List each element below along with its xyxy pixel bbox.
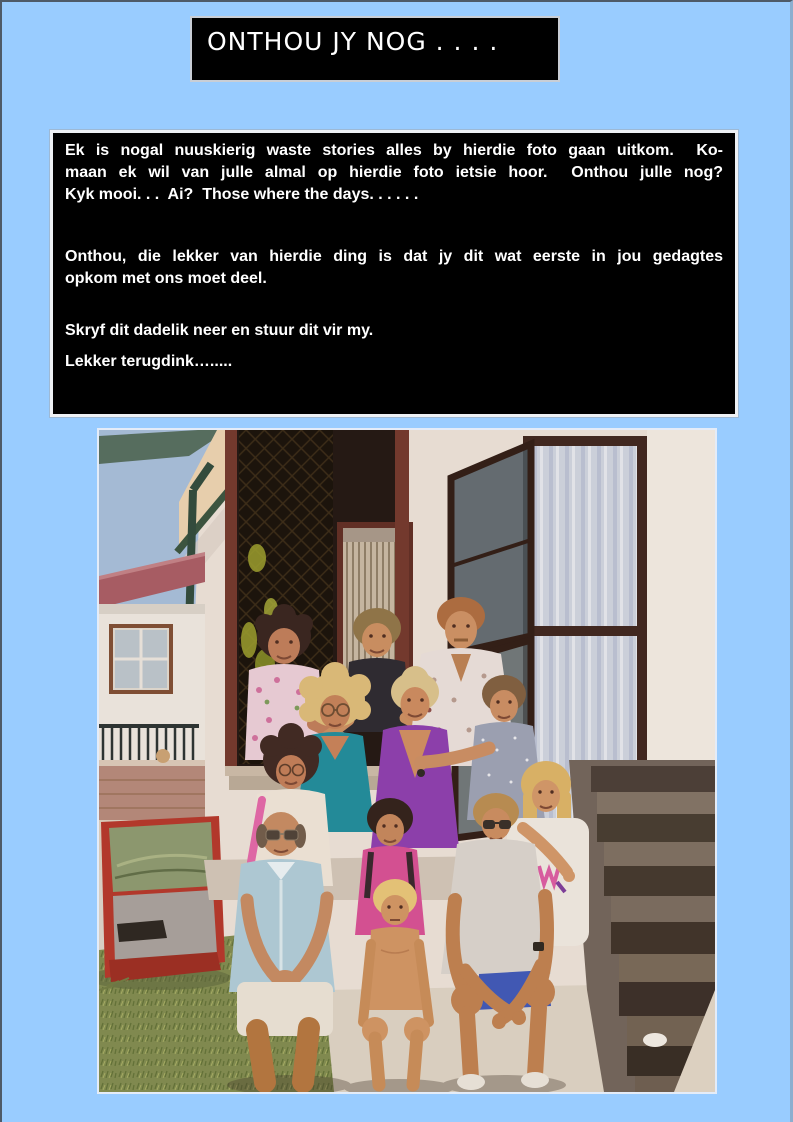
message-line-2: maan ek wil van julle almal op hierdie foto ietsie hoor. Onthou julle nog? — [65, 164, 723, 181]
message-line-3: Kyk mooi. . . Ai? Those where the days. . . . . . — [65, 186, 419, 203]
page-title: ONTHOU JY NOG . . . . — [207, 27, 499, 56]
message-line-1: Ek is nogal nuuskierig waste stories alles by hierdie foto gaan uitkom. Ko- — [65, 142, 723, 159]
family-photo — [99, 430, 715, 1092]
message-line-4: Onthou, die lekker van hierdie ding is dat jy dit wat eerste in jou gedagtes — [65, 248, 723, 265]
photo-frame — [97, 428, 717, 1094]
message-line-5: opkom met ons moet deel. — [65, 270, 267, 287]
photo-tint — [99, 430, 715, 1092]
message-box — [50, 130, 738, 417]
message-line-6: Skryf dit dadelik neer en stuur dit vir my. — [65, 322, 374, 339]
title-banner — [190, 16, 560, 82]
message-line-7: Lekker terugdink…..... — [65, 353, 233, 370]
